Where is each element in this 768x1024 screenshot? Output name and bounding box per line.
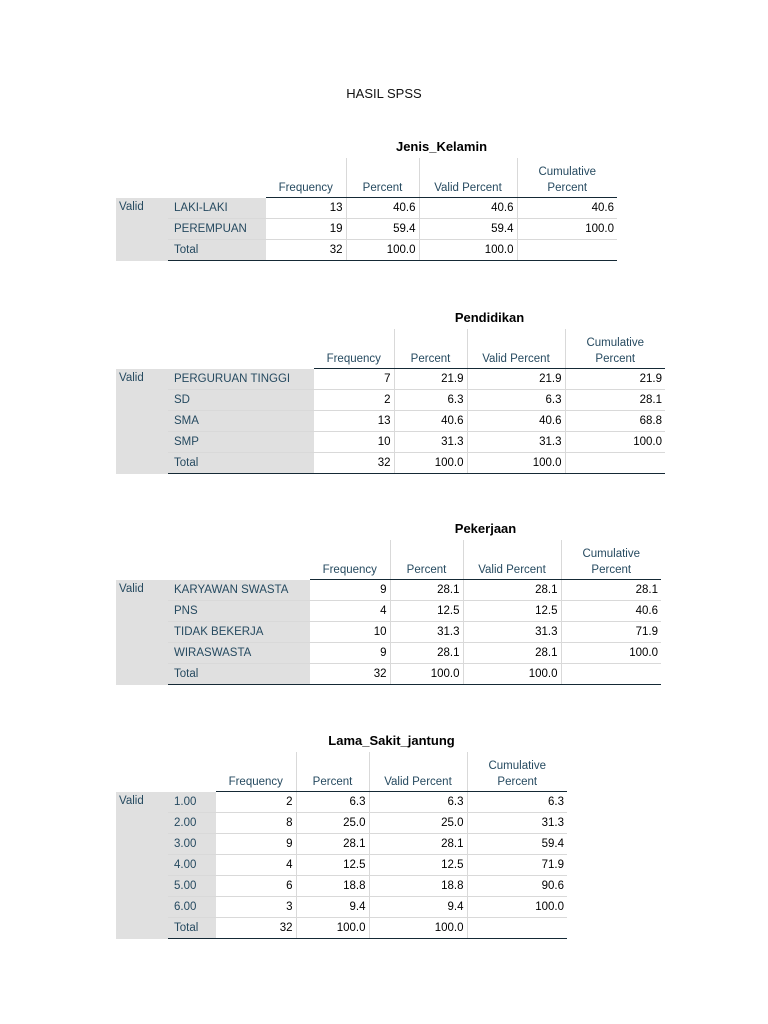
frequency-cell: 32: [310, 664, 390, 685]
header-frequency: Frequency: [216, 772, 296, 792]
header-valid-percent: Valid Percent: [369, 772, 467, 792]
table-row: [116, 240, 617, 261]
valid-percent-cell: 100.0: [467, 453, 565, 474]
frequency-cell: 9: [380, 584, 387, 596]
valid-percent-cell: 100.0: [463, 664, 561, 685]
cumulative-percent-cell: 6.3: [467, 792, 567, 813]
frequency-cell: 6: [216, 876, 296, 897]
percent-cell: 25.0: [296, 813, 369, 834]
header-cumulative-top: Cumulative: [561, 540, 661, 560]
header-corner: [116, 329, 314, 349]
table-title: Jenis_Kelamin: [395, 139, 488, 154]
cumulative-percent-cell: 40.6: [561, 601, 661, 622]
valid-percent-cell: 28.1: [369, 834, 467, 855]
percent-cell: 100.0: [394, 453, 467, 474]
percent-cell: 31.3: [394, 432, 467, 453]
header-cumulative-bottom: Percent: [565, 349, 665, 369]
header-percent: Percent: [346, 178, 419, 198]
valid-percent-cell: 40.6: [419, 198, 517, 219]
header-spacer: [266, 158, 346, 178]
table-row: [116, 855, 567, 876]
category-label: SD: [168, 390, 314, 411]
cumulative-percent-cell: [565, 453, 665, 474]
category-label: KARYAWAN SWASTA: [168, 580, 310, 601]
header-corner: [116, 540, 310, 560]
table-title: Pekerjaan: [454, 521, 517, 536]
percent-cell: 21.9: [394, 369, 467, 390]
table-row: [116, 432, 665, 453]
cumulative-percent-cell: 71.9: [561, 622, 661, 643]
frequency-cell: 32: [314, 453, 394, 474]
category-label: 3.00: [168, 834, 216, 855]
valid-group-label: Valid: [116, 792, 168, 939]
category-label: TIDAK BEKERJA: [168, 622, 310, 643]
category-label: Total: [168, 240, 266, 261]
frequency-table: [116, 329, 665, 474]
frequency-table: [116, 540, 661, 685]
header-spacer: [394, 329, 467, 349]
table-row: [116, 834, 567, 855]
header-corner: [116, 560, 310, 580]
table-row: [116, 897, 567, 918]
percent-cell: 18.8: [296, 876, 369, 897]
header-corner: [116, 349, 314, 369]
percent-cell: 9.4: [296, 897, 369, 918]
category-label: 1.00: [168, 792, 216, 813]
table-row: [116, 643, 661, 664]
valid-percent-cell: 12.5: [463, 601, 561, 622]
header-spacer: [216, 752, 296, 772]
category-label: PEREMPUAN: [168, 219, 266, 240]
valid-percent-cell: 40.6: [467, 411, 565, 432]
valid-percent-cell: 6.3: [369, 792, 467, 813]
frequency-table: [116, 158, 617, 261]
valid-percent-cell: 9.4: [369, 897, 467, 918]
valid-percent-cell: 25.0: [369, 813, 467, 834]
header-corner: [116, 158, 266, 178]
frequency-cell: 3: [216, 897, 296, 918]
table-row: [116, 411, 665, 432]
valid-group-label: Valid: [116, 198, 168, 261]
table-row: [116, 813, 567, 834]
header-corner: [116, 752, 216, 772]
percent-cell: 12.5: [390, 601, 463, 622]
cumulative-percent-cell: 40.6: [517, 198, 617, 219]
frequency-cell: 9: [216, 834, 296, 855]
percent-cell: 6.3: [394, 390, 467, 411]
percent-cell: 12.5: [296, 855, 369, 876]
cumulative-percent-cell: 100.0: [561, 643, 661, 664]
cumulative-percent-cell: 71.9: [467, 855, 567, 876]
frequency-cell: 13: [329, 202, 343, 214]
table-row: [116, 664, 661, 685]
valid-percent-cell: 18.8: [369, 876, 467, 897]
cumulative-percent-cell: 28.1: [565, 390, 665, 411]
percent-cell: 28.1: [296, 834, 369, 855]
valid-percent-cell: 31.3: [467, 432, 565, 453]
header-cumulative-bottom: Percent: [467, 772, 567, 792]
percent-cell: 100.0: [296, 918, 369, 939]
header-percent: Percent: [390, 560, 463, 580]
page-title: HASIL SPSS: [346, 86, 422, 101]
header-frequency: Frequency: [266, 178, 346, 198]
percent-cell: 40.6: [346, 198, 419, 219]
category-label: 5.00: [168, 876, 216, 897]
table-row: [116, 453, 665, 474]
cumulative-percent-cell: 21.9: [565, 369, 665, 390]
frequency-cell: 4: [310, 601, 390, 622]
cumulative-percent-cell: 100.0: [565, 432, 665, 453]
header-frequency: Frequency: [310, 560, 390, 580]
header-row: [116, 752, 567, 772]
header-spacer: [467, 329, 565, 349]
category-label: 4.00: [168, 855, 216, 876]
table-row: [116, 601, 661, 622]
cumulative-percent-cell: 90.6: [467, 876, 567, 897]
header-spacer: [296, 752, 369, 772]
percent-cell: 59.4: [346, 219, 419, 240]
header-row: [116, 540, 661, 560]
header-percent: Percent: [296, 772, 369, 792]
header-row: [116, 158, 617, 178]
header-spacer: [369, 752, 467, 772]
category-label: Total: [168, 453, 314, 474]
header-spacer: [463, 540, 561, 560]
table-row: [116, 580, 661, 601]
percent-cell: 40.6: [394, 411, 467, 432]
category-label: Total: [168, 664, 310, 685]
header-spacer: [314, 329, 394, 349]
category-label: 6.00: [168, 897, 216, 918]
table-row: [116, 622, 661, 643]
header-valid-percent: Valid Percent: [463, 560, 561, 580]
category-label: LAKI-LAKI: [168, 198, 266, 219]
valid-percent-cell: 28.1: [463, 580, 561, 601]
table-row: [116, 219, 617, 240]
cumulative-percent-cell: 59.4: [467, 834, 567, 855]
frequency-cell: 4: [216, 855, 296, 876]
frequency-cell: 10: [310, 622, 390, 643]
category-label: WIRASWASTA: [168, 643, 310, 664]
cumulative-percent-cell: 28.1: [561, 580, 661, 601]
table-row: [116, 369, 665, 390]
header-corner: [116, 772, 216, 792]
frequency-cell: 32: [216, 918, 296, 939]
frequency-cell: 7: [384, 373, 391, 385]
category-label: PNS: [168, 601, 310, 622]
header-corner: [116, 178, 266, 198]
header-row: [116, 772, 567, 792]
frequency-cell: 13: [314, 411, 394, 432]
frequency-cell: 10: [314, 432, 394, 453]
header-frequency: Frequency: [314, 349, 394, 369]
percent-cell: 6.3: [296, 792, 369, 813]
cumulative-percent-cell: [467, 918, 567, 939]
valid-percent-cell: 12.5: [369, 855, 467, 876]
table-row: [116, 918, 567, 939]
percent-cell: 100.0: [390, 664, 463, 685]
header-percent: Percent: [394, 349, 467, 369]
header-spacer: [390, 540, 463, 560]
table-row: [116, 198, 617, 219]
table-title: Pendidikan: [454, 310, 525, 325]
table-row: [116, 390, 665, 411]
frequency-cell: 2: [286, 796, 293, 808]
table-row: [116, 876, 567, 897]
frequency-cell: 2: [314, 390, 394, 411]
valid-percent-cell: 59.4: [419, 219, 517, 240]
header-spacer: [310, 540, 390, 560]
header-row: [116, 349, 665, 369]
valid-percent-cell: 100.0: [419, 240, 517, 261]
header-row: [116, 329, 665, 349]
frequency-cell: 19: [266, 219, 346, 240]
table-title: Lama_Sakit_jantung: [328, 733, 455, 748]
valid-percent-cell: 100.0: [369, 918, 467, 939]
header-cumulative-bottom: Percent: [517, 178, 617, 198]
category-label: SMP: [168, 432, 314, 453]
frequency-cell: 8: [216, 813, 296, 834]
header-spacer: [419, 158, 517, 178]
header-row: [116, 560, 661, 580]
valid-percent-cell: 21.9: [467, 369, 565, 390]
percent-cell: 31.3: [390, 622, 463, 643]
valid-percent-cell: 6.3: [467, 390, 565, 411]
cumulative-percent-cell: [561, 664, 661, 685]
valid-percent-cell: 31.3: [463, 622, 561, 643]
header-row: [116, 178, 617, 198]
header-cumulative-top: Cumulative: [565, 329, 665, 349]
cumulative-percent-cell: [517, 240, 617, 261]
valid-percent-cell: 28.1: [463, 643, 561, 664]
cumulative-percent-cell: 100.0: [467, 897, 567, 918]
cumulative-percent-cell: 68.8: [565, 411, 665, 432]
header-cumulative-bottom: Percent: [561, 560, 661, 580]
header-cumulative-top: Cumulative: [517, 158, 617, 178]
percent-cell: 28.1: [390, 580, 463, 601]
header-spacer: [346, 158, 419, 178]
percent-cell: 28.1: [390, 643, 463, 664]
cumulative-percent-cell: 100.0: [517, 219, 617, 240]
valid-group-label: Valid: [116, 369, 168, 474]
cumulative-percent-cell: 31.3: [467, 813, 567, 834]
category-label: 2.00: [168, 813, 216, 834]
frequency-cell: 32: [266, 240, 346, 261]
category-label: Total: [168, 918, 216, 939]
table-row: [116, 792, 567, 813]
frequency-table: [116, 752, 567, 939]
category-label: SMA: [168, 411, 314, 432]
header-valid-percent: Valid Percent: [419, 178, 517, 198]
valid-group-label: Valid: [116, 580, 168, 685]
category-label: PERGURUAN TINGGI: [168, 369, 314, 390]
header-cumulative-top: Cumulative: [467, 752, 567, 772]
header-valid-percent: Valid Percent: [467, 349, 565, 369]
percent-cell: 100.0: [346, 240, 419, 261]
frequency-cell: 9: [310, 643, 390, 664]
